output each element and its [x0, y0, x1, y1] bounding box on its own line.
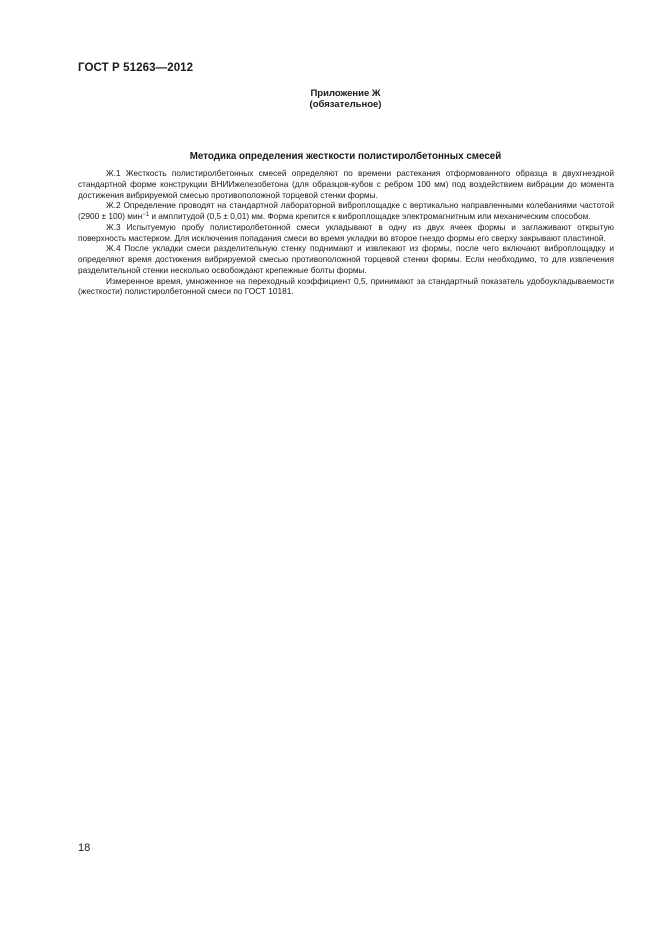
- appendix-status: (обязательное): [309, 99, 382, 110]
- standard-code: ГОСТ Р 51263—2012: [78, 62, 194, 74]
- document-body: [78, 168, 614, 297]
- appendix-label: Приложение Ж: [310, 88, 381, 99]
- paragraph-zh4: Ж.4 После укладки смеси разделительную стенку поднимают и извлекают из формы, после чего включают виброплощадку и определяют время достижения вибрируемой смесью противоположной торцевой стенки формы. Если необходимо, то для извлечения разделительной стенки несколько освобождают крепежные болты формы.: [78, 243, 614, 275]
- document-title-text: Методика определения жесткости полистиролбетонных смесей: [189, 151, 502, 162]
- page-number: 18: [78, 842, 91, 854]
- paragraph-measured-time: Измеренное время, умноженное на переходный коэффициент 0,5, принимают за стандартный показатель удобоукладываемости (жесткости) полистиролбетонной смеси по ГОСТ 10181.: [78, 275, 614, 297]
- paragraph-zh2: [78, 200, 614, 222]
- paragraph-zh2-superscript: −1: [142, 212, 150, 218]
- paragraph-zh2-part1: Ж.2 Определение проводят на стандартной лабораторной виброплощадке с вертикально направленными колебаниями частотой (2900 ± 100) мин: [78, 200, 614, 221]
- paragraph-zh2-part2: и амплитудой (0,5 ± 0,01) мм. Форма крепится к виброплощадке электромагнитным или механическим способом.: [149, 211, 591, 221]
- paragraph-zh1: Ж.1 Жесткость полистиролбетонных смесей определяют по времени растекания отформованного образца в двухгнездной стандартной форме конструкции ВНИИжелезобетона (для образцов-кубов с ребром 100 мм) под воздействием вибрации до момента достижения вибрируемой смесью противоположной торцевой стенки формы.: [78, 168, 614, 200]
- document-title: [0, 151, 661, 162]
- appendix-heading: [0, 88, 661, 110]
- paragraph-zh3: Ж.3 Испытуемую пробу полистиролбетонной смеси укладывают в одну из двух ячеек формы и заглаживают открытую поверхность мастерком. Для исключения попадания смеси во время укладки во второе гнездо формы его сверху закрывают пластиной.: [78, 221, 614, 243]
